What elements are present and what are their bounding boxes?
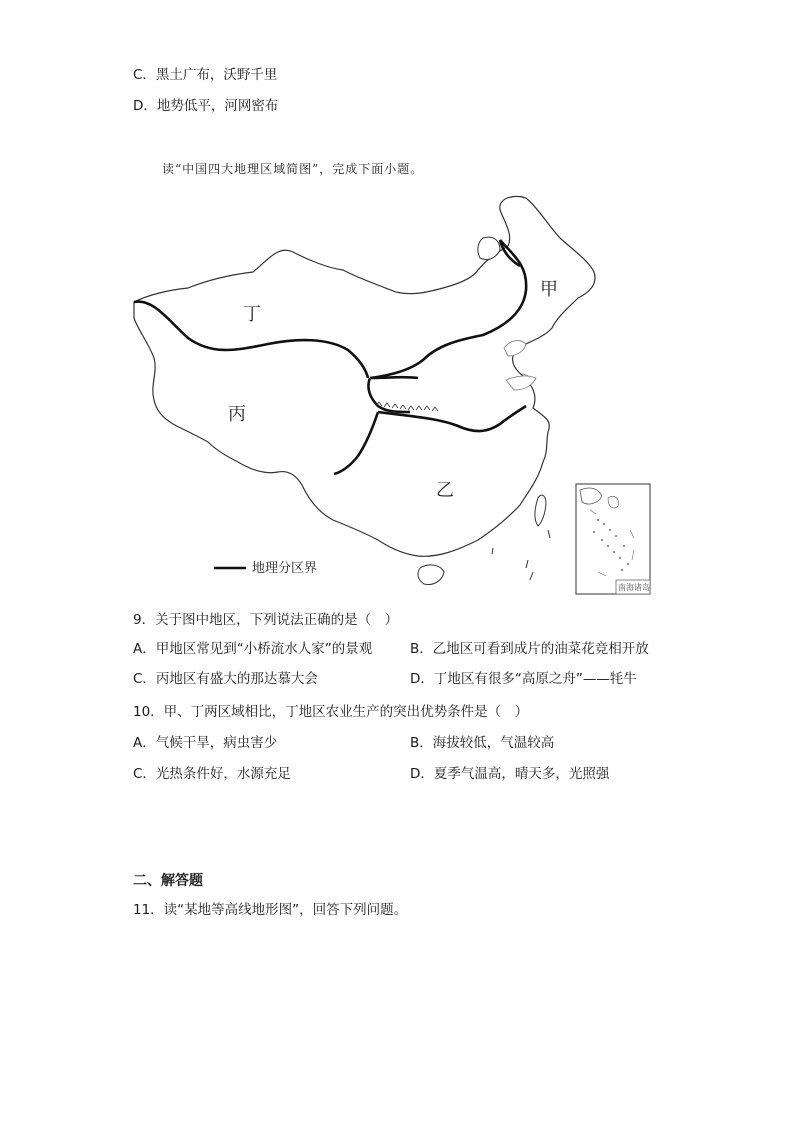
coast-marks [492, 530, 550, 580]
q9-option-c: C．丙地区有盛大的那达慕大会 [133, 671, 318, 687]
map-caption: 读“中国四大地理区域简图”，完成下面小题。 [162, 162, 424, 176]
map-legend [214, 560, 317, 576]
q10-stem: 10．甲、丁两区域相比，丁地区农业生产的突出优势条件是（ ） [133, 704, 529, 720]
taiwan-island [535, 495, 546, 526]
q9-stem: 9．关于图中地区，下列说法正确的是（ ） [133, 612, 399, 628]
q9-option-a: A．甲地区常见到“小桥流水人家”的景观 [133, 641, 373, 657]
inset-label: 南海诸岛 [618, 583, 650, 592]
south-china-sea-inset [576, 484, 650, 594]
hainan-island [418, 565, 444, 585]
q9-option-d: D．丁地区有很多“高原之舟”——牦牛 [410, 671, 637, 687]
china-regions-map [128, 180, 658, 600]
prev-option-d: D．地势低平，河网密布 [133, 98, 279, 114]
q9-option-b: B．乙地区可看到成片的油菜花竞相开放 [410, 641, 649, 657]
region-label-yi: 乙 [436, 480, 454, 501]
region-label-bing: 丙 [228, 404, 246, 425]
q11-stem: 11．读“某地等高线地形图”，回答下列问题。 [133, 902, 408, 918]
region-label-ding: 丁 [243, 304, 261, 325]
q10-option-c: C．光热条件好，水源充足 [133, 766, 291, 782]
q10-option-b: B．海拔较低，气温较高 [410, 735, 555, 751]
section-title: 二、解答题 [133, 873, 203, 889]
q10-option-a: A．气候干旱，病虫害少 [133, 735, 278, 751]
legend-text: 地理分区界 [252, 561, 318, 576]
q10-option-d: D．夏季气温高，晴天多，光照强 [410, 766, 610, 782]
prev-option-c: C．黑土广布，沃野千里 [133, 67, 278, 83]
region-label-jia: 甲 [540, 279, 558, 300]
